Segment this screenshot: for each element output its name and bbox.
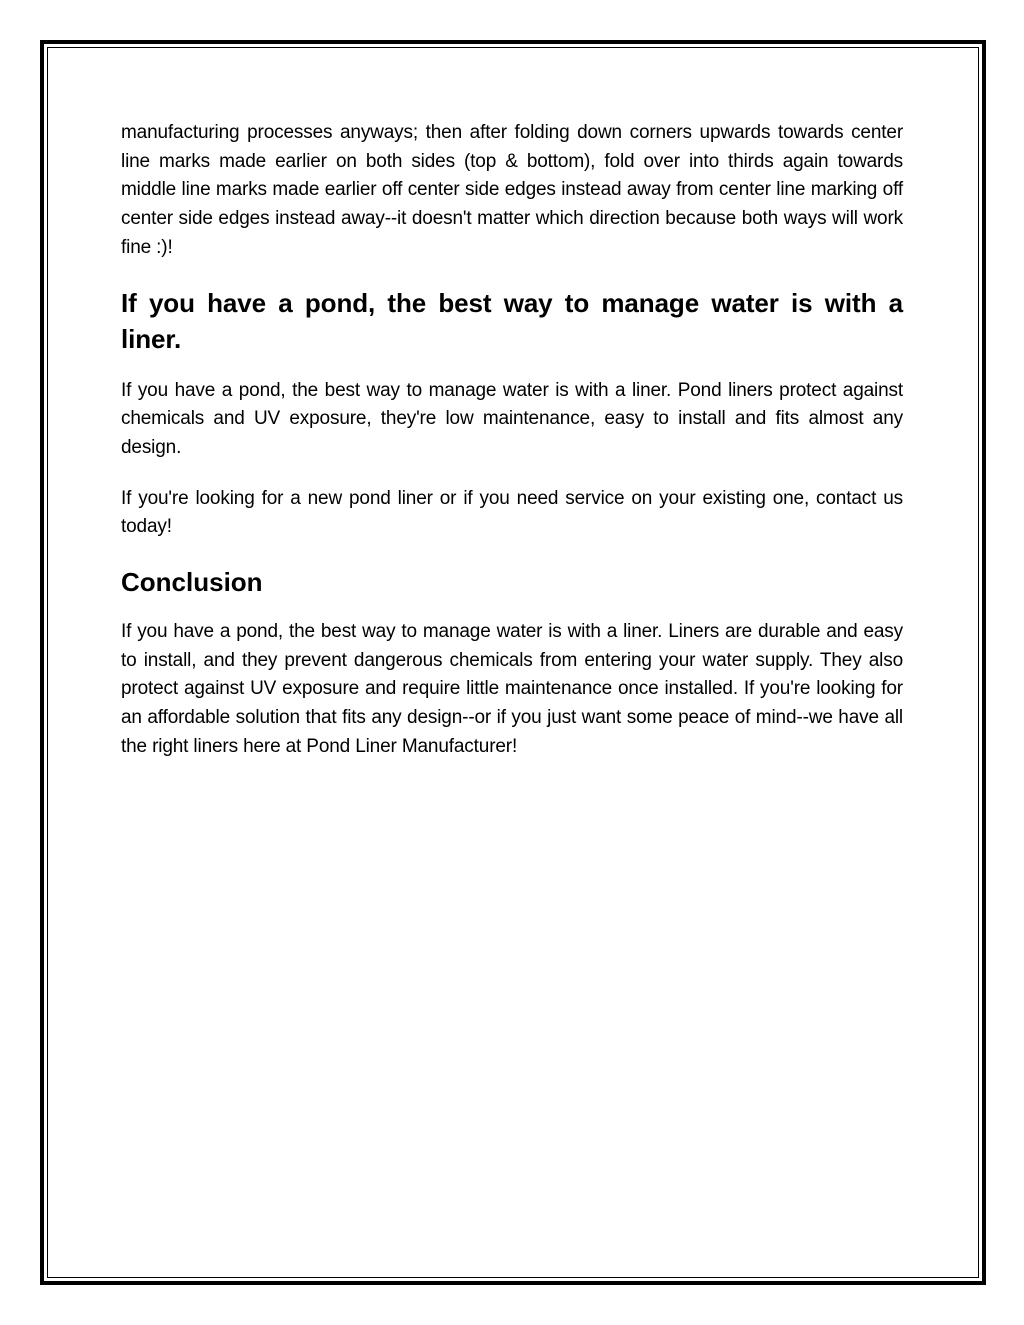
conclusion-heading: Conclusion [121, 567, 263, 598]
intro-paragraph: manufacturing processes anyways; then after folding down corners upwards towards center line marks made earlier on both sides (top & bottom), fold over into thirds again towards middle line marks made earlier off center side edges instead away from center line marking off center side edges instead away--it doesn't matter which direction because both ways will work fine :)! [121, 122, 903, 258]
document-body [121, 119, 903, 784]
section-paragraph: If you have a pond, the best way to manage water is with a liner. Pond liners protect against chemicals and UV exposure, they're low maintenance, easy to install and fits almost any design. [121, 379, 903, 458]
section-paragraph: If you're looking for a new pond liner or if you need service on your existing one, contact us today! [121, 487, 903, 538]
conclusion-paragraph: If you have a pond, the best way to manage water is with a liner. Liners are durable and easy to install, and they prevent dangerous chemicals from entering your water supply. They also protect against UV exposure and require little maintenance once installed. If you're looking for an affordable solution that fits any design--or if you just want some peace of mind--we have all the right liners here at Pond Liner Manufacturer! [121, 621, 903, 757]
section-heading: If you have a pond, the best way to manage water is with a liner. [121, 287, 903, 354]
